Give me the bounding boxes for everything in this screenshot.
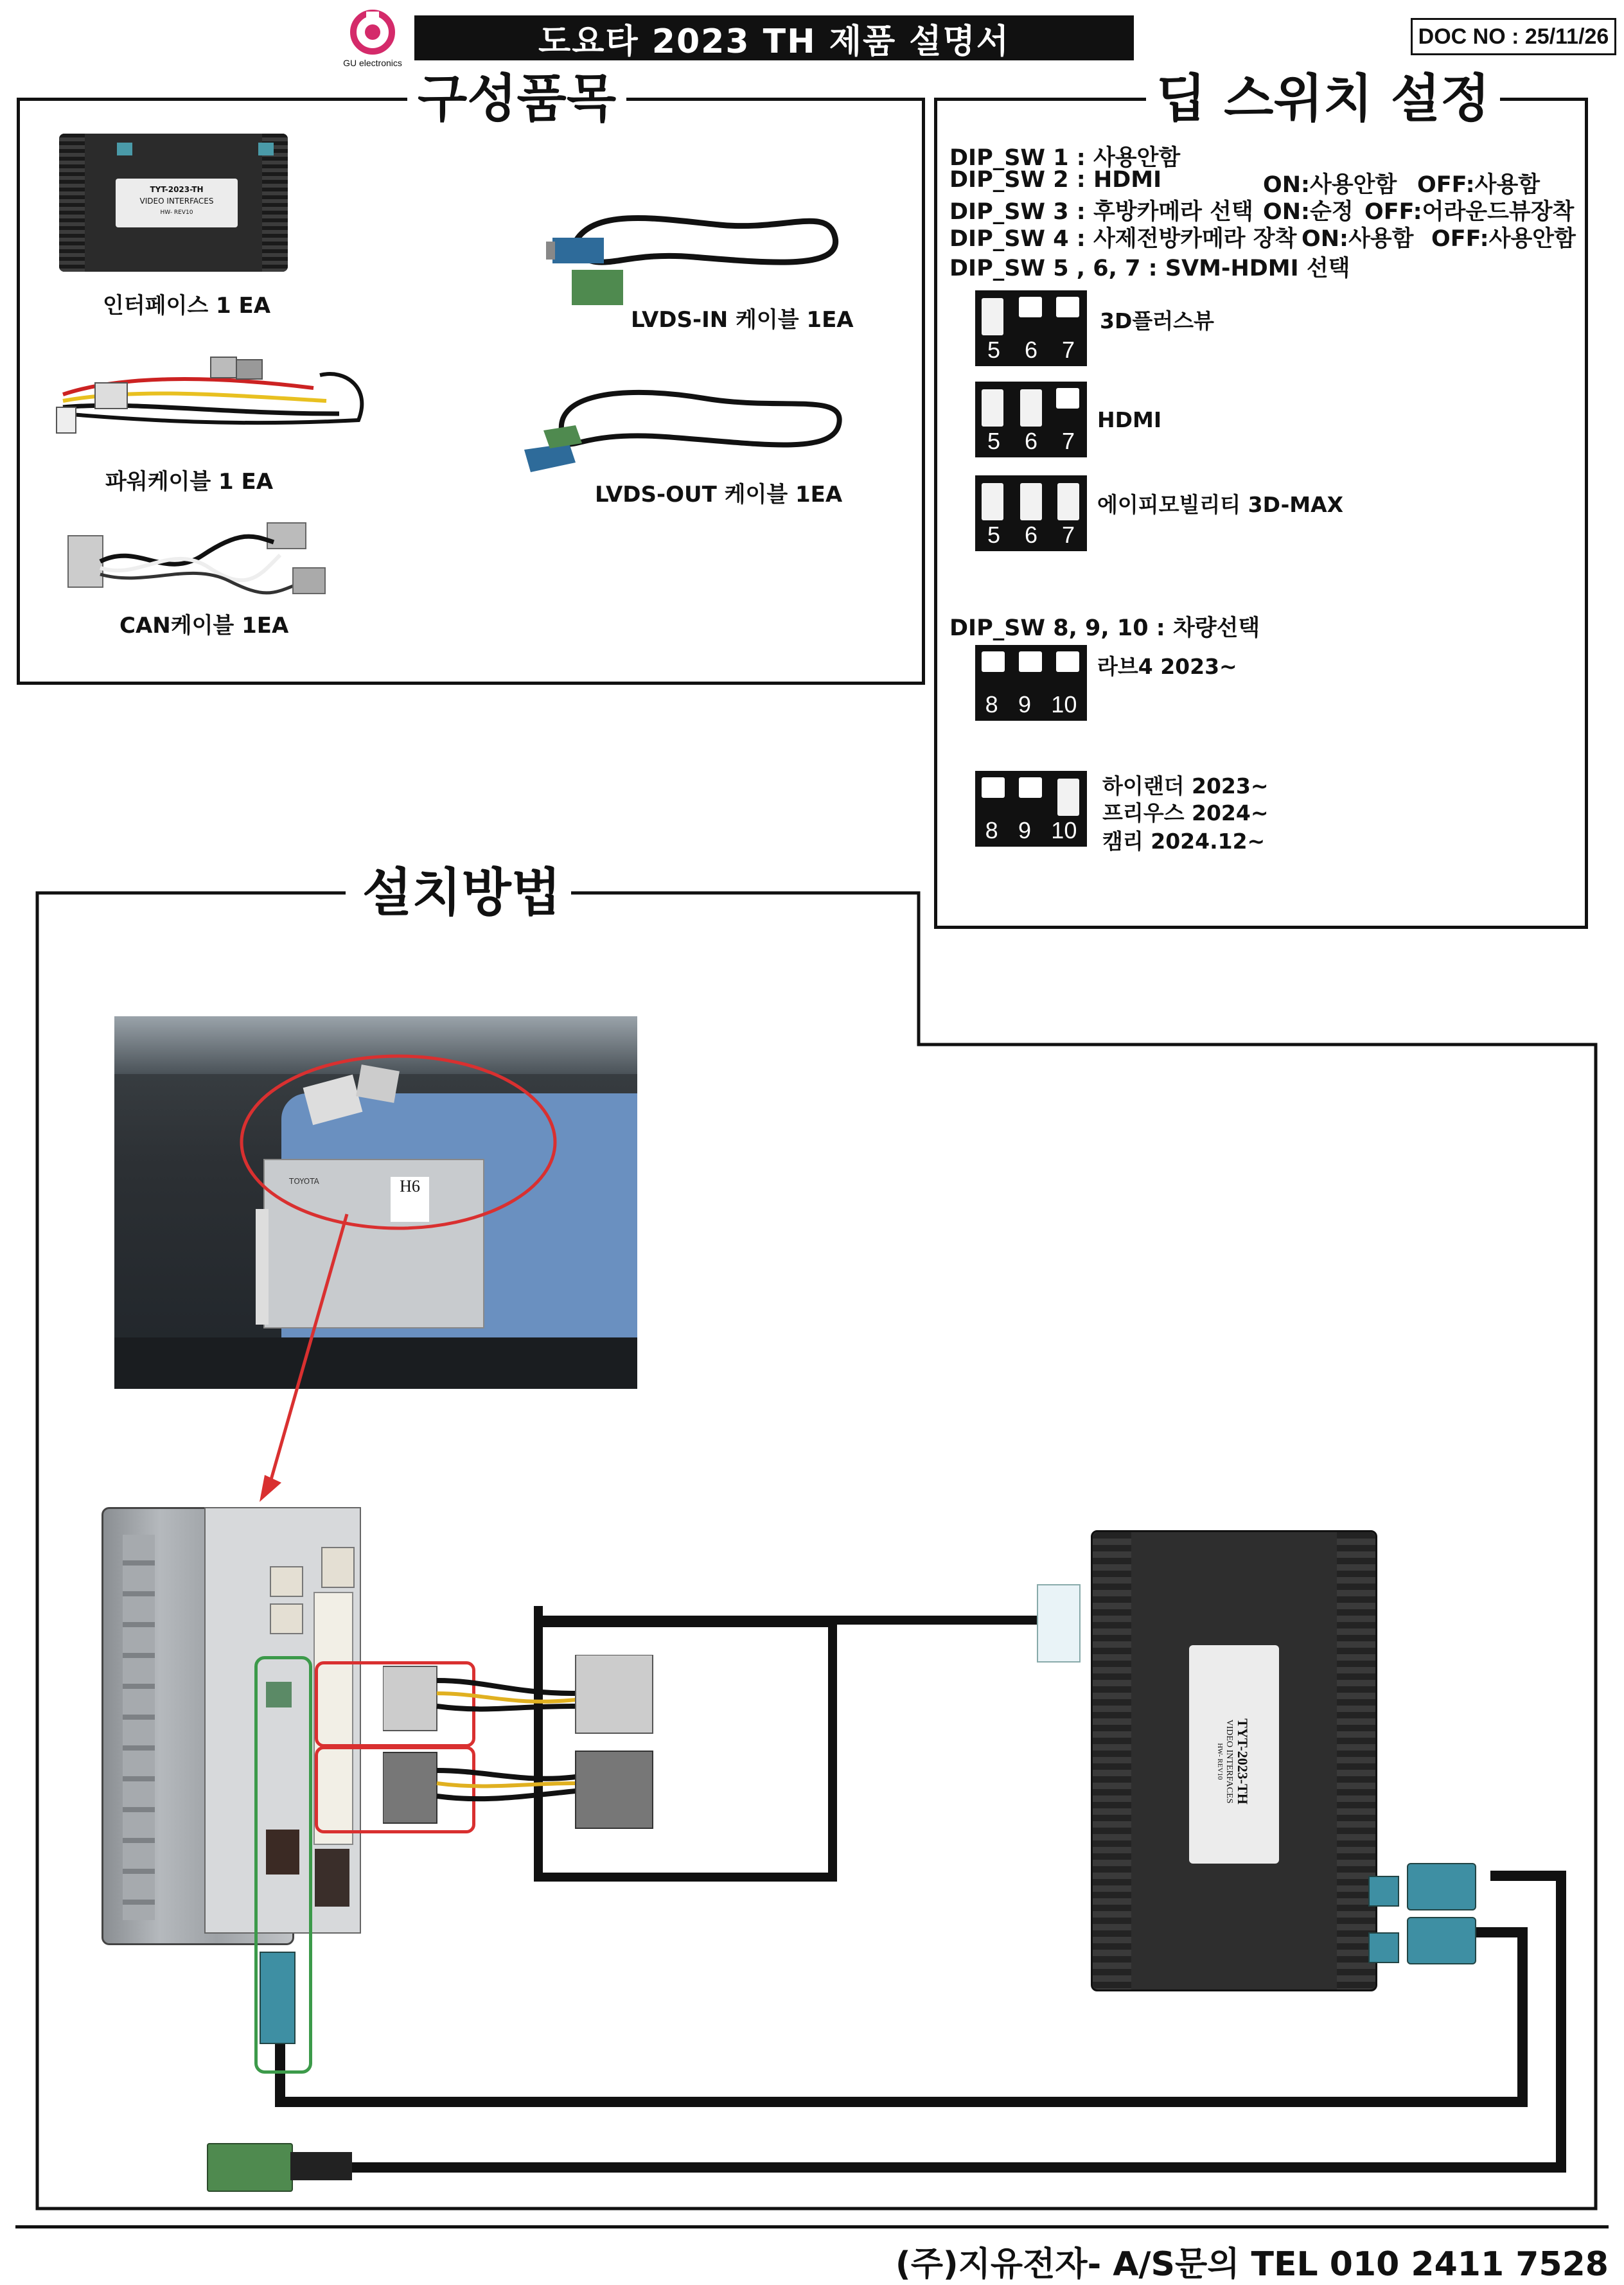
harness-image bbox=[383, 1655, 743, 1848]
dip-title: 딥 스위치 설정 bbox=[1146, 67, 1500, 131]
dip-num: 8 bbox=[985, 691, 998, 718]
dip-num: 5 bbox=[987, 337, 1001, 363]
device-line2-label: VIDEO INTERFACES bbox=[1224, 1719, 1234, 1804]
dip-line-3: DIP_SW 3 : 후방카메라 선택 bbox=[949, 199, 1253, 225]
dip-line-5: DIP_SW 5 , 6, 7 : SVM-HDMI 선택 bbox=[949, 256, 1350, 281]
dip-num: 5 bbox=[987, 522, 1001, 548]
page-title: 도요타 2023 TH 제품 설명서 bbox=[414, 15, 1134, 60]
footer-contact: (주)지유전자- A/S문의 TEL 010 2411 7528 bbox=[895, 2245, 1609, 2284]
vehicle-select-title: DIP_SW 8, 9, 10 : 차량선택 bbox=[949, 615, 1260, 641]
fakra-port-device-1 bbox=[1368, 1876, 1399, 1907]
components-title: 구성품목 bbox=[407, 67, 626, 131]
svm-option-label-3: 에이피모빌리티 3D-MAX bbox=[1097, 492, 1344, 517]
dip-num: 6 bbox=[1024, 428, 1038, 454]
dip-line-4: DIP_SW 4 : 사제전방카메라 장착 bbox=[949, 226, 1297, 252]
dip-num: 7 bbox=[1061, 428, 1075, 454]
device-line3-label: HW- REV10 bbox=[1216, 1743, 1224, 1780]
component-label-lvds-in: LVDS-IN 케이블 1EA bbox=[631, 307, 854, 333]
dip-num: 10 bbox=[1051, 817, 1077, 843]
dip-line-4-on: ON:사용함 bbox=[1302, 226, 1414, 252]
footer-divider bbox=[15, 2225, 1609, 2228]
dip-line-3-on: ON:순정 bbox=[1263, 199, 1354, 225]
fakra-connector-loose-collar bbox=[290, 2152, 352, 2180]
dip-num: 9 bbox=[1018, 817, 1031, 843]
photo-sticker: H6 bbox=[391, 1177, 429, 1222]
dip-num: 7 bbox=[1061, 522, 1075, 548]
vehicle-label-highlander: 하이랜더 2023~ bbox=[1102, 773, 1269, 798]
interface-label-model: TYT-2023-TH bbox=[150, 185, 204, 194]
device-model-label: TYT-2023-TH bbox=[1235, 1718, 1251, 1804]
dip-line-3-off: OFF:어라운드뷰장착 bbox=[1364, 199, 1575, 225]
dip-num: 9 bbox=[1018, 691, 1031, 718]
dip-num: 7 bbox=[1061, 337, 1075, 363]
logo-text: GU electronics bbox=[343, 58, 402, 68]
svm-option-label-2: HDMI bbox=[1097, 407, 1162, 432]
component-label-lvds-out: LVDS-OUT 케이블 1EA bbox=[595, 482, 843, 507]
install-title: 설치방법 bbox=[352, 861, 571, 925]
interface-label-line3: HW- REV10 bbox=[160, 209, 193, 216]
fakra-connector-loose bbox=[207, 2143, 293, 2192]
dip-num: 10 bbox=[1051, 691, 1077, 718]
dip-line-2-off: OFF:사용함 bbox=[1417, 172, 1540, 198]
component-label-can-cable: CAN케이블 1EA bbox=[119, 613, 289, 639]
white-connector bbox=[1037, 1584, 1081, 1663]
dip-line-2: DIP_SW 2 : HDMI bbox=[949, 167, 1162, 193]
component-label-power-cable: 파워케이블 1 EA bbox=[105, 469, 274, 495]
dip-num: 6 bbox=[1024, 522, 1038, 548]
fakra-plug-2 bbox=[1407, 1917, 1476, 1964]
svm-option-label-1: 3D플러스뷰 bbox=[1100, 308, 1214, 333]
fakra-plug-1 bbox=[1407, 1863, 1476, 1910]
vehicle-label-rav4: 라브4 2023~ bbox=[1097, 654, 1237, 679]
vehicle-label-camry: 캠리 2024.12~ bbox=[1102, 829, 1266, 854]
dip-num: 8 bbox=[985, 817, 998, 843]
photo-brand-label: TOYOTA bbox=[289, 1177, 319, 1186]
component-label-interface: 인터페이스 1 EA bbox=[103, 293, 271, 319]
interface-device-image bbox=[1091, 1530, 1377, 1991]
fakra-port-device-2 bbox=[1368, 1932, 1399, 1963]
dip-line-1: DIP_SW 1 : 사용안함 bbox=[949, 145, 1181, 171]
doc-number: DOC NO : 25/11/26 bbox=[1411, 18, 1616, 55]
dip-line-2-on: ON:사용안함 bbox=[1263, 172, 1397, 198]
dip-num: 6 bbox=[1024, 337, 1038, 363]
interface-label-line2: VIDEO INTERFACES bbox=[139, 197, 214, 206]
fakra-connector-head-unit bbox=[260, 1952, 296, 2044]
dip-line-4-off: OFF:사용안함 bbox=[1431, 226, 1576, 252]
vehicle-label-prius: 프리우스 2024~ bbox=[1102, 800, 1269, 825]
dip-num: 5 bbox=[987, 428, 1001, 454]
